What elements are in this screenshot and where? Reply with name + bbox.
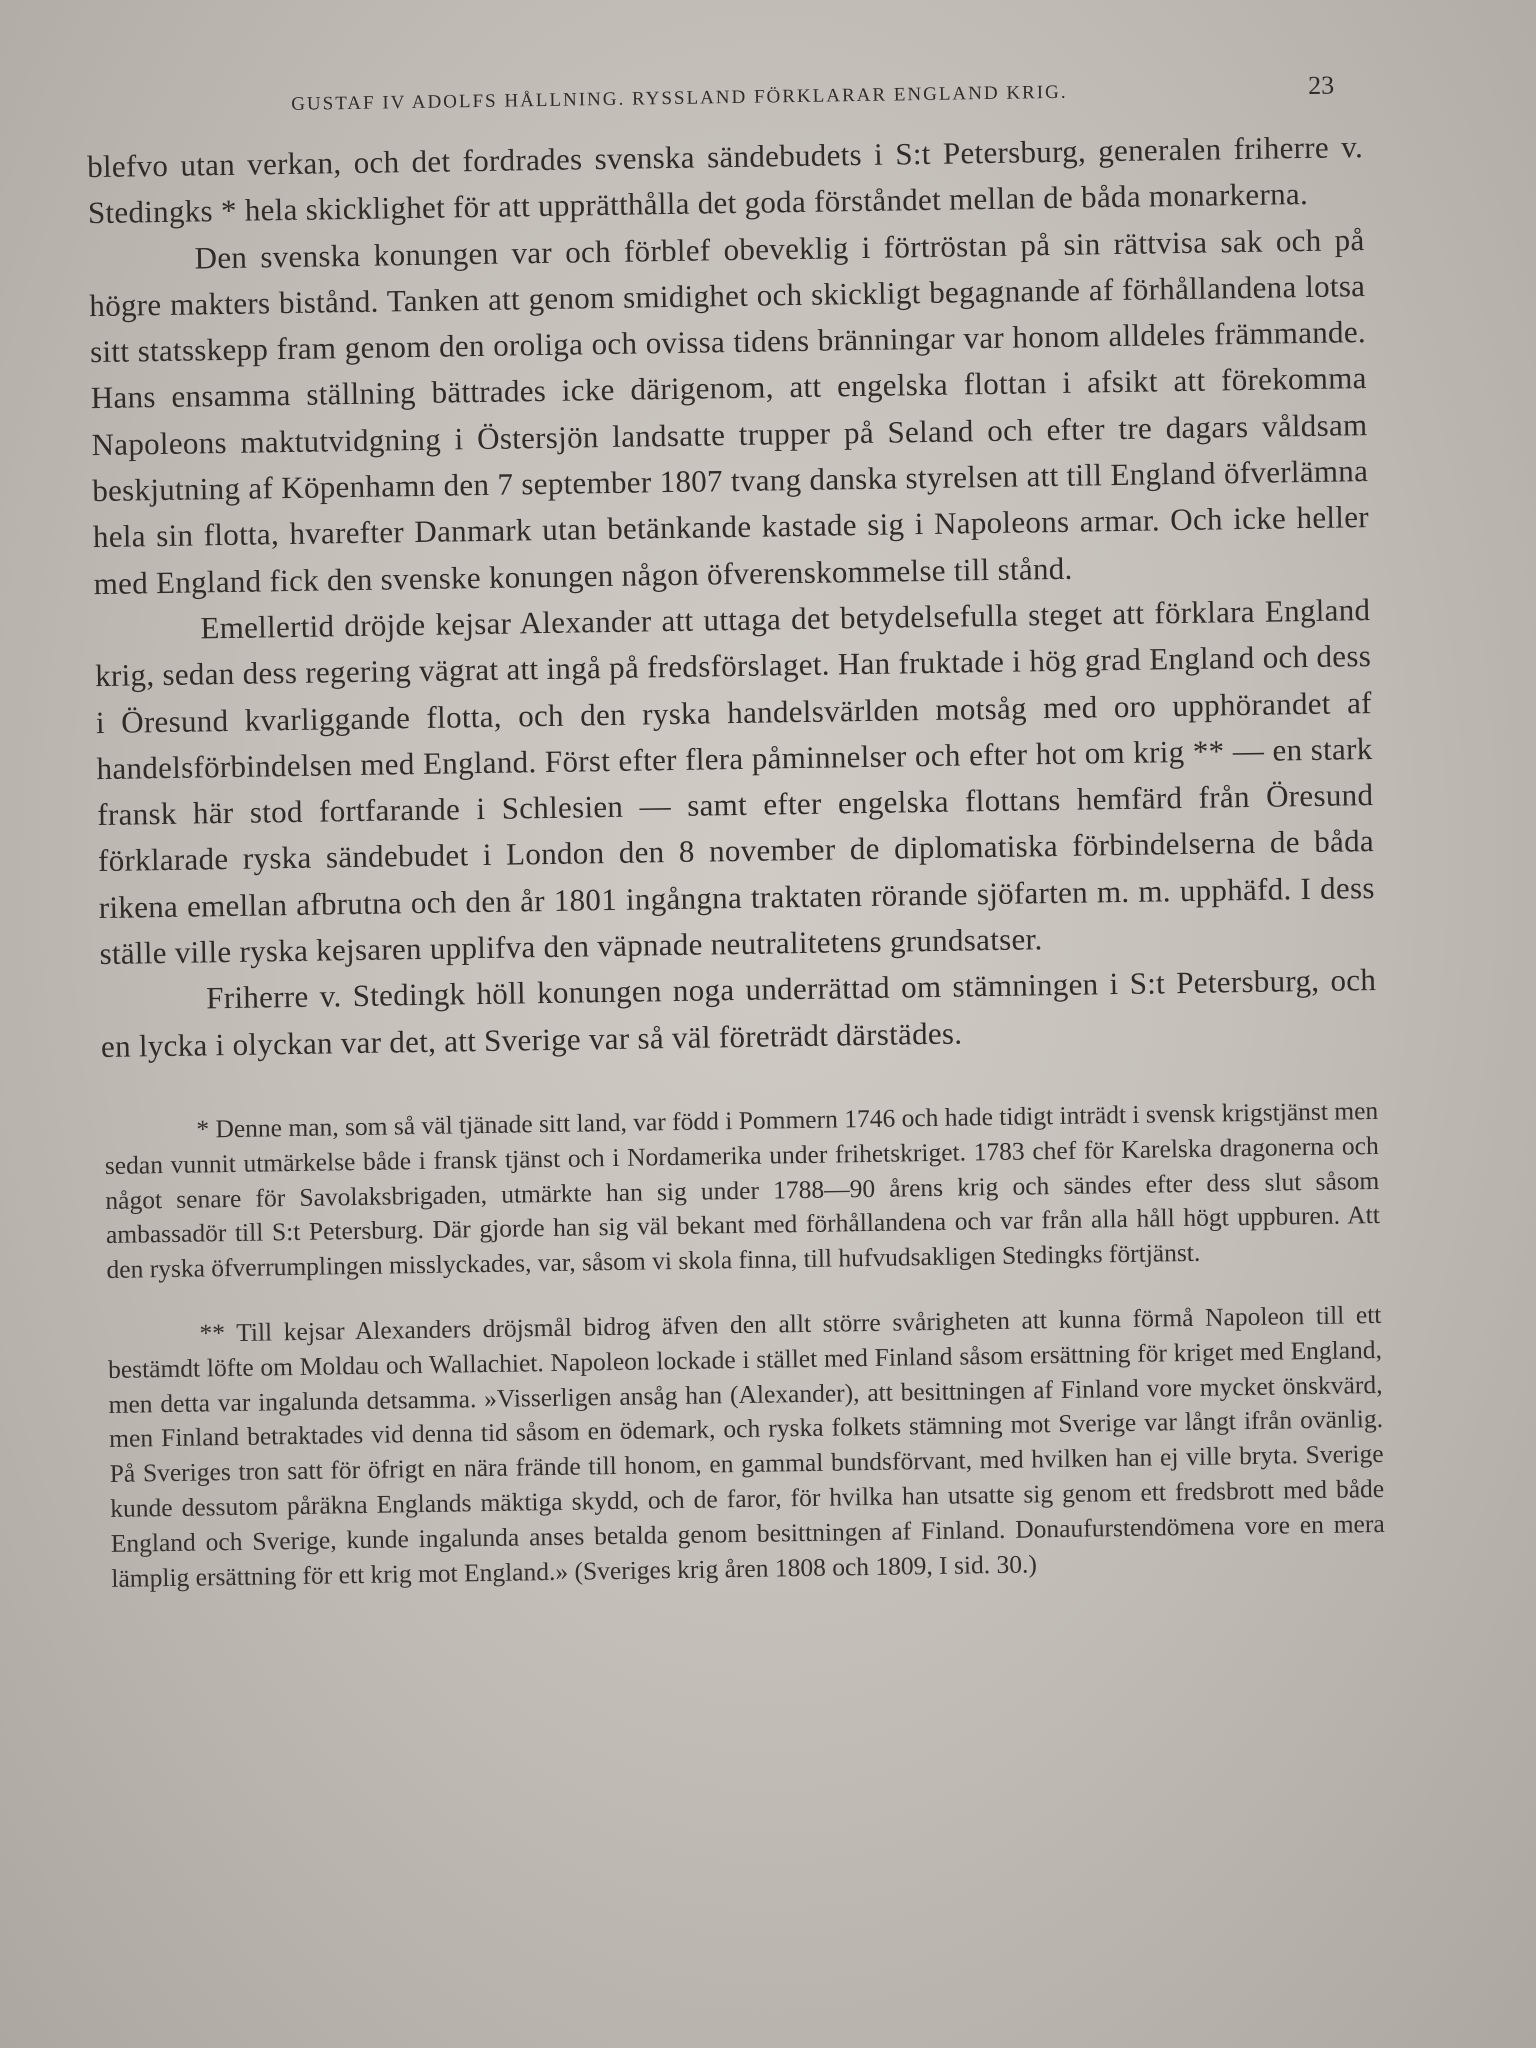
running-head: [76, 70, 1376, 120]
page-number: 23: [1307, 70, 1335, 100]
body-text: [77, 124, 1391, 1070]
footnote-1: * Denne man, som så väl tjänade sitt land, var född i Pommern 1746 och hade tidigt inträdt i svensk krigstjänst men sedan vunnit utmärkelse både i fransk tjänst och i Nordamerika under frihetskriget. 1783 chef för Karelska dragonerna och något senare för Savolaksbrigaden, utmärkte han sig under 1788—90 årens krig och sändes efter dess slut såsom ambassadör till S:t Petersburg. Där gjorde han sig väl bekant med förhållandena och var från alla håll högt uppburen. Att den ryska öfverrumplingen misslyckades, var, såsom vi skola finna, till hufvudsakligen Stedingks förtjänst.: [104, 1095, 1381, 1285]
body-paragraph-1: blefvo utan verkan, och det fordrades svenska sändebudets i S:t Petersburg, generalen friherre v. Stedingks * hela skicklighet för att upprätthålla det goda förståndet mellan de båda monarkerna.: [86, 129, 1364, 231]
body-paragraph-4: Friherre v. Stedingk höll konungen noga underrättad om stämningen i S:t Petersburg, och en lycka i olyckan var det, att Sverige var så väl företrädt därstädes.: [100, 962, 1377, 1064]
footnotes: [92, 1094, 1399, 1597]
body-paragraph-3: Emellertid dröjde kejsar Alexander att uttaga det betydelsefulla steget att förklara England krig, sedan dess regering vägrat att ingå på fredsförslaget. Han fruktade i hög grad England och dess i Öresund kvarliggande flotta, och den ryska handelsvärlden motsåg med oro upphörandet af handelsförbindelsen med England. Först efter flera påminnelser och efter hot om krig ** — en stark fransk här stod fortfarande i Schlesien — samt efter engelska flottans hemfärd från Öresund förklarade ryska sändebudet i London den 8 november de diplomatiska förbindelserna de båda rikena emellan afbrutna och den år 1801 ingångna traktaten rörande sjöfarten m. m. upphäfd. I dess ställe ville ryska kejsaren upplifva den väpnade neutralitetens grundsatser.: [94, 592, 1375, 972]
body-paragraph-2: Den svenska konungen var och förblef obeveklig i förtröstan på sin rättvisa sak och på högre makters bistånd. Tanken att genom smidighet och skickligt begagnande af förhållandena lotsa sitt statsskepp fram genom den oroliga och ovissa tidens bränningar var honom alldeles främmande. Hans ensamma ställning bättrades icke därigenom, att engelska flottan i afsikt att förekomma Napoleons maktutvidgning i Östersjön landsatte trupper på Seland och efter tre dagars våldsam beskjutning af Köpenhamn den 7 september 1807 tvang danska styrelsen att till England öfverlämna hela sin flotta, hvarefter Danmark utan betänkande kastade sig i Napoleons armar. Och icke heller med England fick den svenske konungen någon öfverenskommelse till stånd.: [89, 221, 1370, 601]
footnote-2: ** Till kejsar Alexanders dröjsmål bidrog äfven den allt större svårigheten att kunna förmå Napoleon till ett bestämdt löfte om Moldau och Wallachiet. Napoleon lockade i stället med Finland såsom ersättning för kriget med England, men detta var ingalunda detsamma. »Visserligen ansåg han (Alexander), att besittningen af Finland vore mycket önskvärd, men Finland betraktades vid denna tid såsom en ödemark, och ryska folkets stämning mot Sverige var långt ifrån ovänlig. På Sveriges tron satt för öfrigt en nära frände till honom, en gammal bundsförvant, med hvilken han ej ville bryta. Sverige kunde dessutom påräkna Englands mäktiga skydd, och de faror, för hvilka han utsatte sig genom ett fredsbrott med både England och Sverige, kunde ingalunda anses betalda genom besittningen af Finland. Donaufurstendömena vore en mera lämplig ersättning för ett krig mot England.» (Sveriges krig åren 1808 och 1809, I sid. 30.): [107, 1299, 1385, 1593]
running-head-title: GUSTAF IV ADOLFS HÅLLNING. RYSSLAND FÖRKLARAR ENGLAND KRIG.: [291, 81, 1068, 115]
book-page: [76, 60, 1406, 2030]
